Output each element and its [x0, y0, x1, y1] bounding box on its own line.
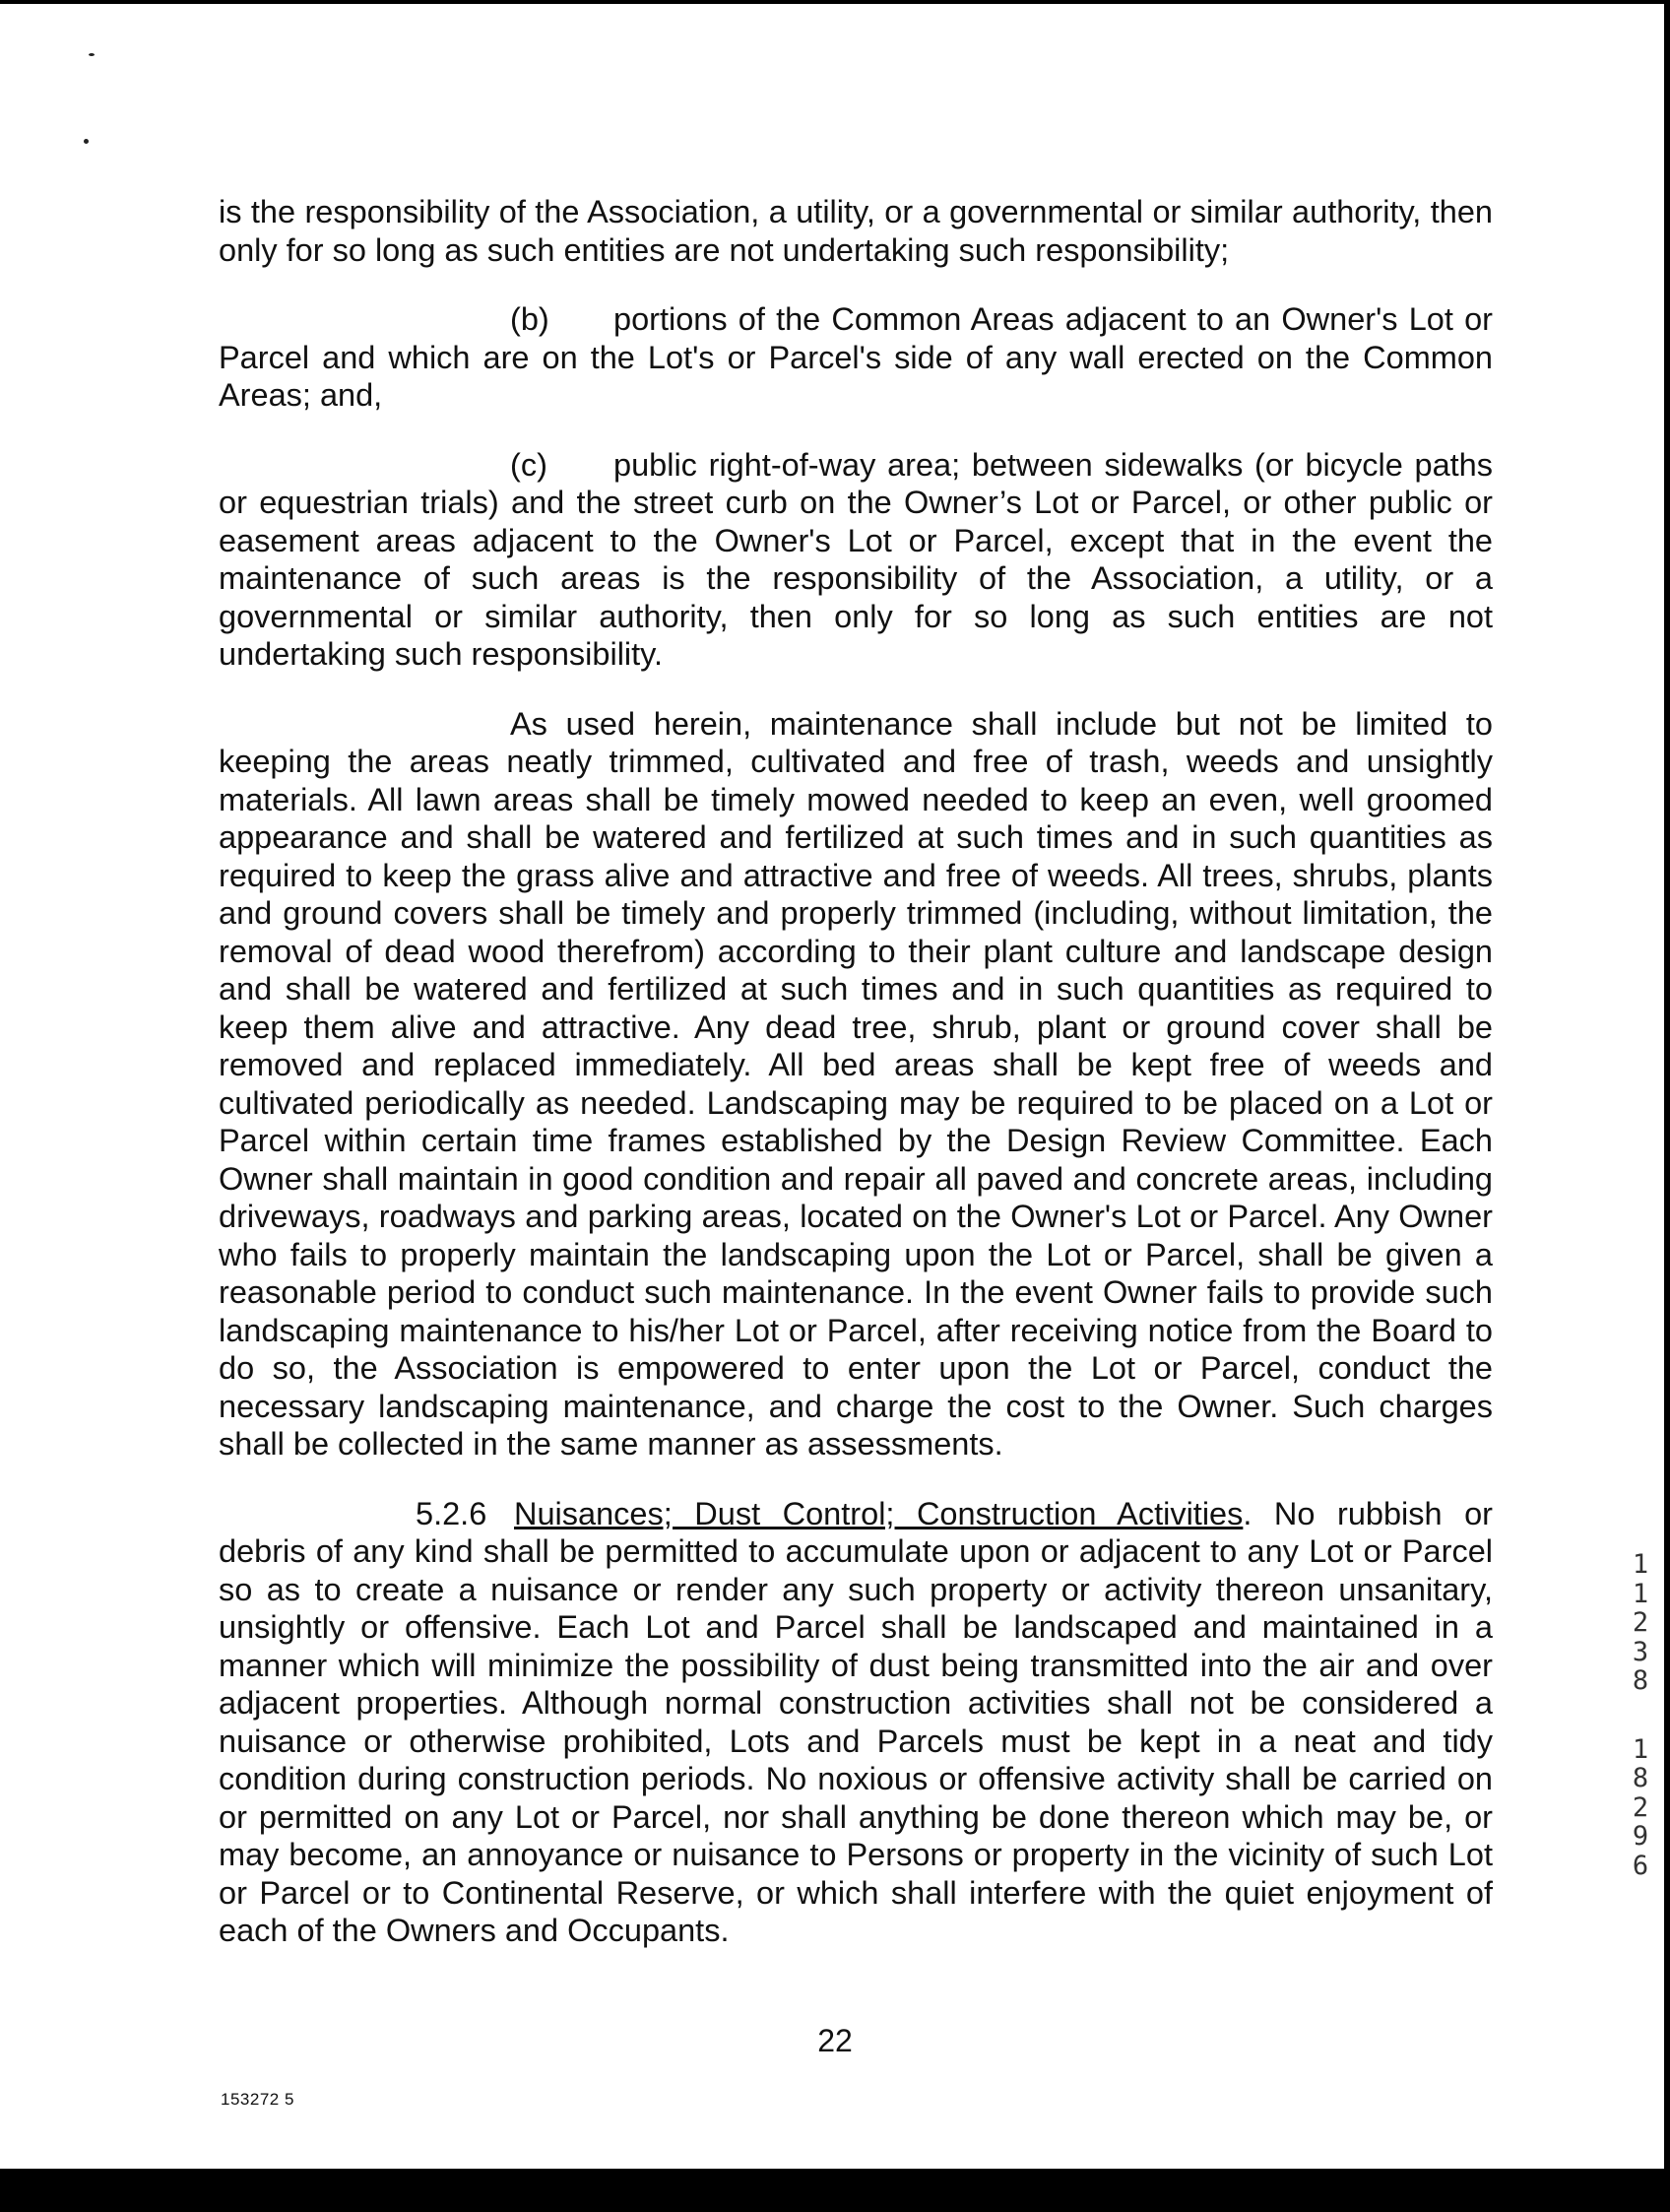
section-number: 5.2.6 [416, 1495, 487, 1531]
stamp-digit: 3 [1632, 1636, 1649, 1667]
item-marker: (b) [510, 301, 549, 337]
paragraph-text: . No rubbish or debris of any kind shall be permitted to accumulate upon or adjacent to any Lot or Parcel so as to create a nuisance or render any such property or activity thereon unsanitary, unsightly or offensive. Each Lot and Parcel shall be landscaped and maintained in a manner which will minimize the possibility of dust being transmitted into the air and over adjacent properties. Although normal construction activities shall not be considered a nuisance or otherwise prohibited, Lots and Parcels must be kept in a neat and tidy condition during construction periods. No noxious or offensive activity shall be carried on or permitted on any Lot or Parcel, nor shall anything be done thereon which may be, or may become, an annoyance or nuisance to Persons or property in the vicinity of such Lot or Parcel or to Continental Reserve, or which shall interfere with the quiet enjoyment of each of the Owners and Occupants. [219, 1495, 1494, 1948]
scan-border-right [1664, 0, 1670, 2212]
item-marker: (c) [510, 446, 547, 483]
page-number: 22 [817, 2023, 853, 2058]
stamp-digit: 6 [1632, 1850, 1649, 1881]
document-body [219, 193, 1493, 1982]
stamp-gap [1623, 1696, 1658, 1735]
stamp-digit: 1 [1632, 1733, 1649, 1765]
paragraph-continuation [219, 193, 1493, 269]
stamp-digit: 2 [1632, 1791, 1649, 1823]
stamp-digit: 8 [1632, 1763, 1649, 1793]
paragraph-maintenance [219, 705, 1493, 1464]
document-code: 153272 5 [221, 2090, 294, 2109]
scan-border-bottom [0, 2169, 1670, 2212]
scan-speck [89, 53, 95, 56]
stamp-digit: 2 [1632, 1607, 1649, 1638]
section-heading: Nuisances; Dust Control; Construction Activities [514, 1495, 1244, 1531]
paragraph-text: portions of the Common Areas adjacent to an Owner's Lot or Parcel and which are on the Lot's or Parcel's side of any wall erected on the Common Areas; and, [219, 301, 1493, 413]
stamp-digit: 1 [1632, 1549, 1649, 1580]
paragraph-text: As used herein, maintenance shall include but not be limited to keeping the areas neatly trimmed, cultivated and free of trash, weeds and unsightly materials. All lawn areas shall be timely mowed needed to keep an even, well groomed appearance and shall be watered and fertilized at such times and in such quantities as required to keep the grass alive and attractive and free of weeds. All trees, shrubs, plants and ground covers shall be timely and properly trimmed (including, without limitation, the removal of dead wood therefrom) according to their plant culture and landscape design and shall be watered and fertilized at such times and in such quantities as required to keep them alive and attractive. Any dead tree, shrub, plant or ground cover shall be removed and replaced immediately. All bed areas shall be kept free of weeds and cultivated periodically as needed. Landscaping may be required to be placed on a Lot or Parcel within certain time frames established by the Design Review Committee. Each Owner shall maintain in good condition and repair all paved and concrete areas, including driveways, roadways and parking areas, located on the Owner's Lot or Parcel. Any Owner who fails to properly maintain the landscaping upon the Lot or Parcel, shall be given a reasonable period to conduct such maintenance. In the event Owner fails to provide such landscaping maintenance to his/her Lot or Parcel, after receiving notice from the Board to do so, the Association is empowered to enter upon the Lot or Parcel, conduct the necessary landscaping maintenance, and charge the cost to the Owner. Such charges shall be collected in the same manner as assessments. [219, 705, 1493, 1462]
stamp-digit: 9 [1632, 1821, 1649, 1852]
paragraph-text: public right-of-way area; between sidewalks (or bicycle paths or equestrian trials) and the street curb on the Owner’s Lot or Parcel, or other public or easement areas adjacent to the Owner's Lot or Parcel, except that in the event the maintenance of such areas is the responsibility of the Association, a utility, or a governmental or similar authority, then only for so long as such entities are not undertaking such responsibility. [219, 446, 1493, 672]
paragraph-item-b [219, 300, 1493, 415]
stamp-digit: 8 [1632, 1665, 1649, 1696]
section-5-2-6 [219, 1495, 1493, 1950]
stamp-digit: 1 [1632, 1578, 1649, 1609]
recording-number-stamp [1623, 1550, 1658, 1880]
scan-border-top [0, 0, 1670, 4]
paragraph-text: is the responsibility of the Association, a utility, or a governmental or similar authority, then only for so long as such entities are not undertaking such responsibility; [219, 194, 1493, 268]
paragraph-item-c [219, 446, 1493, 674]
scan-speck [84, 139, 89, 144]
